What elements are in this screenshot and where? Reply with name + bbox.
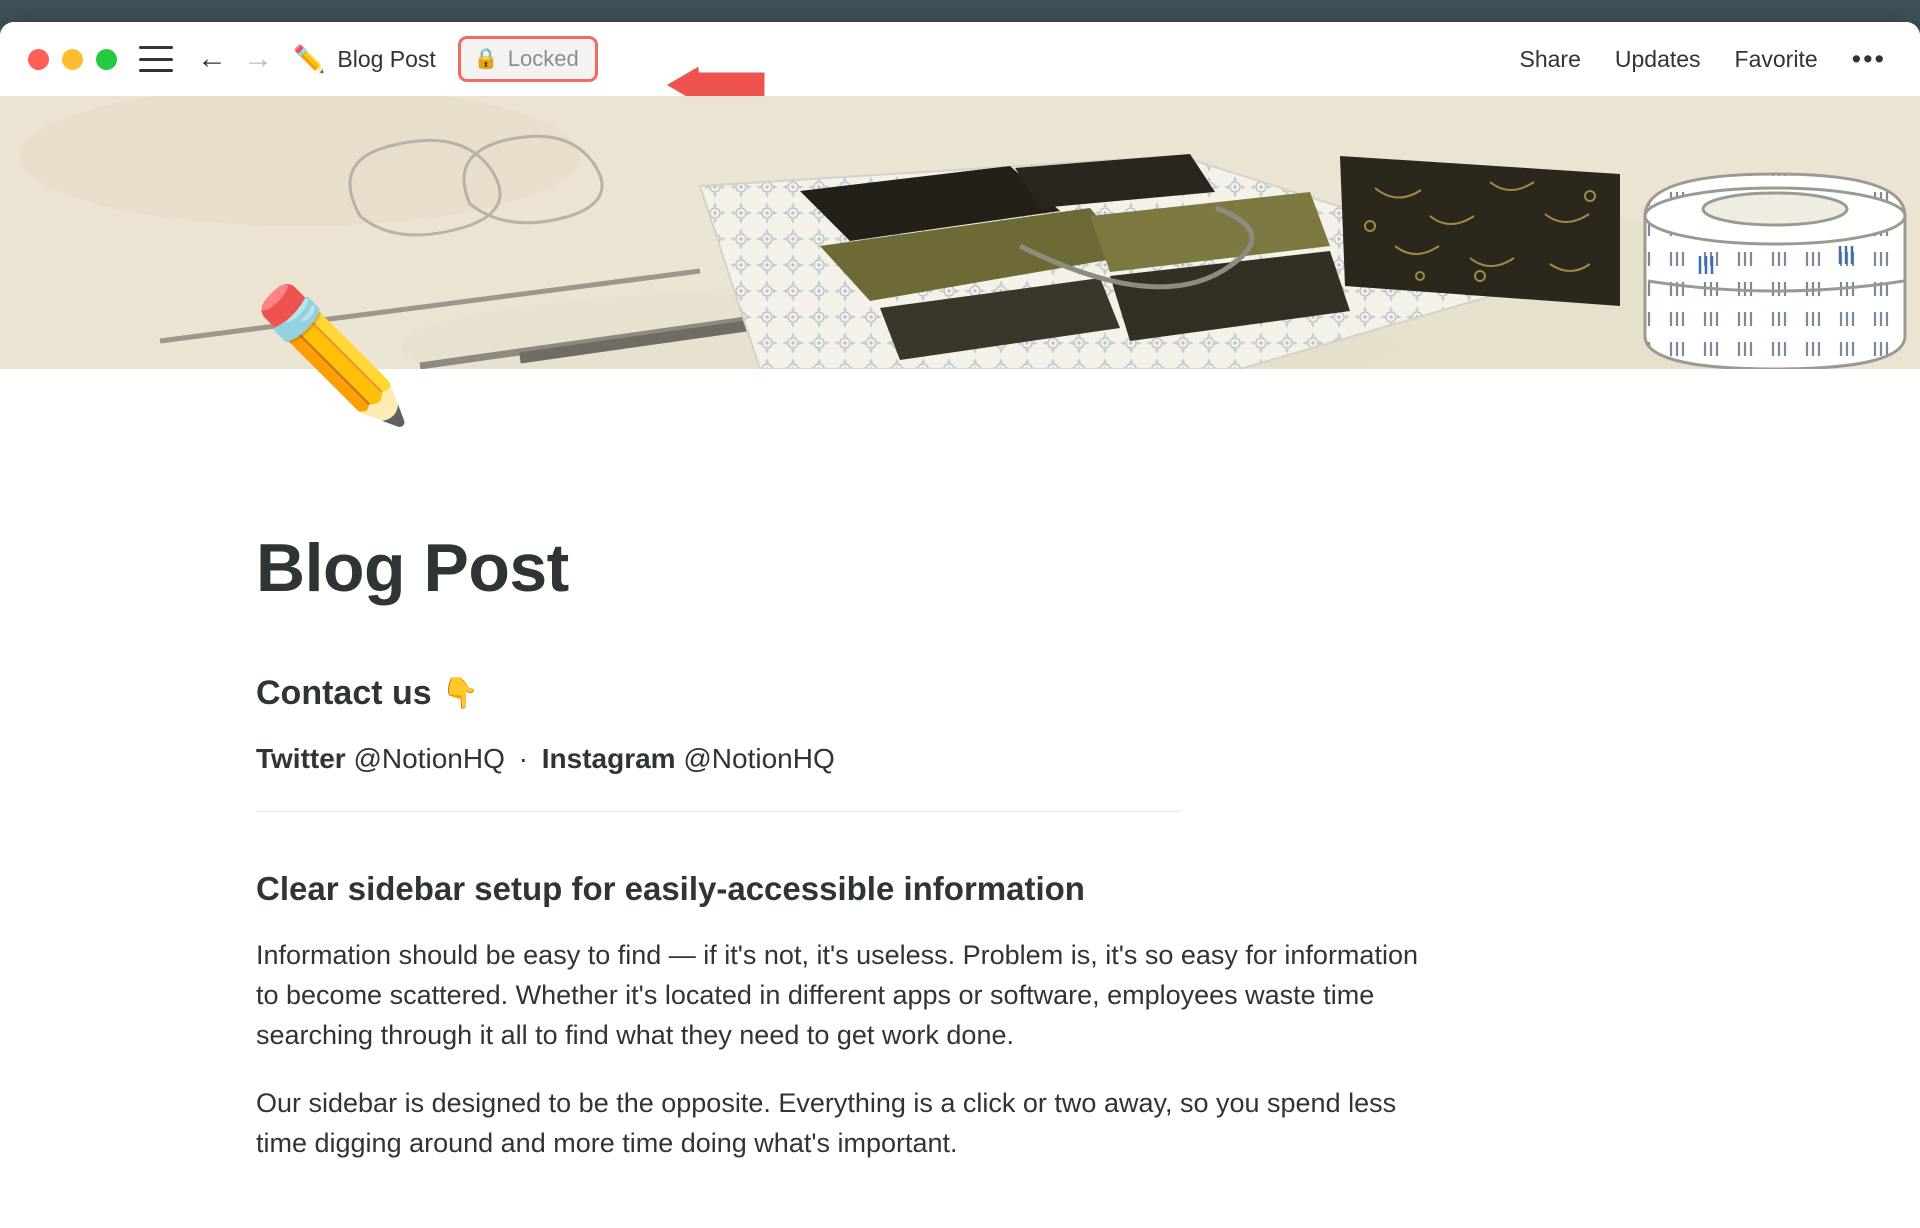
updates-button[interactable]: Updates xyxy=(1614,45,1701,72)
forward-arrow-icon[interactable]: → xyxy=(243,42,273,75)
horizontal-divider xyxy=(256,811,1180,812)
twitter-handle[interactable]: @NotionHQ xyxy=(353,742,505,774)
titlebar-actions xyxy=(1519,43,1893,74)
paragraph[interactable]: Our sidebar is designed to be the opposite. Everything is a click or two away, so you spend less time digging around and more time doing what's important. xyxy=(256,1087,1397,1158)
app-window xyxy=(0,22,1920,1228)
lock-icon: 🔒 xyxy=(473,48,499,70)
page-body xyxy=(0,531,1920,1164)
close-window-button[interactable] xyxy=(28,49,49,70)
minimize-window-button[interactable] xyxy=(62,49,83,70)
maximize-window-button[interactable] xyxy=(96,49,117,70)
social-links xyxy=(256,739,1420,778)
pointing-down-icon: 👇 xyxy=(441,676,480,710)
titlebar xyxy=(0,22,1920,96)
twitter-label: Twitter xyxy=(256,742,346,774)
contact-heading-label: Contact us xyxy=(256,673,432,712)
locked-badge[interactable] xyxy=(458,36,598,82)
back-arrow-icon[interactable]: ← xyxy=(197,42,227,75)
pencil-icon: ✏️ xyxy=(293,44,326,74)
sidebar-toggle-icon[interactable] xyxy=(139,46,173,72)
section-title[interactable]: Clear sidebar setup for easily-accessible information xyxy=(256,869,1085,907)
breadcrumb[interactable] xyxy=(293,46,436,73)
more-options-icon[interactable]: ••• xyxy=(1851,43,1886,74)
instagram-handle[interactable]: @NotionHQ xyxy=(683,742,835,774)
page-content xyxy=(0,531,1420,1164)
share-button[interactable]: Share xyxy=(1519,45,1581,72)
instagram-label: Instagram xyxy=(541,742,676,774)
contact-heading xyxy=(256,674,1420,713)
page-title[interactable]: Blog Post xyxy=(256,530,569,606)
window-controls xyxy=(28,49,117,70)
social-separator: · xyxy=(518,742,528,774)
page-emoji[interactable]: ✏️ xyxy=(252,282,414,428)
paragraph[interactable]: Information should be easy to find — if it's not, it's useless. Problem is, it's so easy for information to become scattered. Whether it's located in different apps or software, employees waste time searching through it all to find what they need to get work done. xyxy=(256,939,1418,1050)
favorite-button[interactable]: Favorite xyxy=(1734,45,1818,72)
locked-label: Locked xyxy=(507,46,579,71)
breadcrumb-label: Blog Post xyxy=(337,45,436,72)
